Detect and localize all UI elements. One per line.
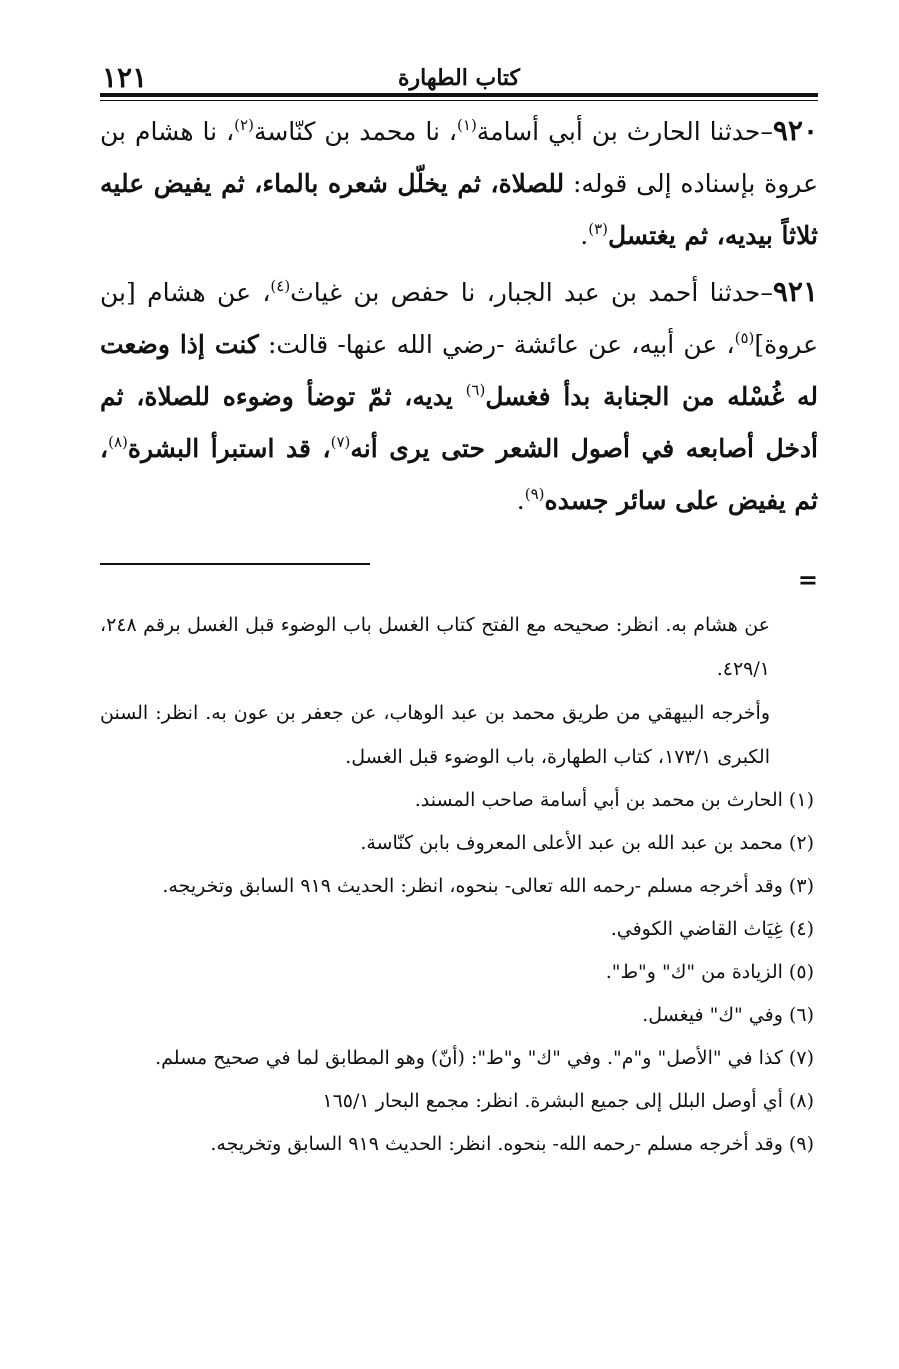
hadith-921 <box>100 266 818 527</box>
footnote-1: (١) الحارث بن محمد بن أبي أسامة صاحب المسند. <box>414 789 814 811</box>
isnad-text: حدثنا أحمد بن عبد الجبار، نا حفص بن غياث <box>290 278 761 307</box>
footnote-separator <box>100 563 370 565</box>
footnote-6: (٦) وفي "ك" فيغسل. <box>642 1004 814 1026</box>
footnote-9: (٩) وقد أخرجه مسلم -رحمه الله- بنحوه. انظر: الحديث ٩١٩ السابق وتخريجه. <box>210 1133 814 1155</box>
page-header <box>100 55 818 94</box>
running-title: كتاب الطهارة <box>397 65 521 91</box>
footnote-ref: (٧) <box>330 433 351 451</box>
footnote-ref: (٥) <box>734 329 755 347</box>
header-rule-thick <box>100 93 818 97</box>
hadith-dash: – <box>760 117 773 146</box>
footnote-ref: (٩) <box>524 485 545 503</box>
matn-text: ، ثم يفيض على سائر جسده <box>100 434 818 515</box>
book-page <box>100 55 818 1166</box>
footnote-ref: (٦) <box>465 381 486 399</box>
hadith-number: ٩٢١ <box>772 275 818 308</box>
matn-text: للصلاة، ثم يخلّل شعره بالماء، ثم يفيض عليه ثلاثاً بيديه، ثم يغتسل <box>100 169 818 250</box>
footnote-continued-paragraph: وأخرجه البيهقي من طريق محمد بن عبد الوهاب، عن جعفر بن عون به. انظر: السنن الكبرى ١٧٣/١، كتاب الطهارة، باب الوضوء قبل الغسل. <box>100 702 770 768</box>
footnote-4: (٤) غِيَاث القاضي الكوفي. <box>610 918 814 940</box>
matn-text: كنت إذا وضعت له غُسْله من الجنابة بدأ فغسل <box>100 330 819 411</box>
isnad-text: ، نا محمد بن كنّاسة <box>253 117 458 146</box>
hadith-end: . <box>516 486 525 515</box>
hadith-920 <box>100 105 818 262</box>
footnote-continuation-mark: = <box>797 565 818 594</box>
footnote-8: (٨) أي أوصل البلل إلى جميع البشرة. انظر: مجمع البحار ١٦٥/١ <box>322 1090 814 1112</box>
footnote-ref: (٨) <box>108 433 128 451</box>
footnote-3: (٣) وقد أخرجه مسلم -رحمه الله تعالى- بنحوه، انظر: الحديث ٩١٩ السابق وتخريجه. <box>162 875 814 897</box>
hadith-number: ٩٢٠ <box>772 114 818 147</box>
isnad-text: ، عن أبيه، عن عائشة -رضي الله عنها- قالت: <box>258 330 735 359</box>
hadith-dash: – <box>760 278 773 307</box>
matn-text: ، قد استبرأ البشرة <box>127 434 331 463</box>
footnote-5: (٥) الزيادة من "ك" و"ط". <box>605 961 814 983</box>
isnad-text: حدثنا الحارث بن أبي أسامة <box>476 117 761 146</box>
footnote-ref: (٢) <box>234 116 254 134</box>
footnote-2: (٢) محمد بن عبد الله بن عبد الأعلى المعروف بابن كنّاسة. <box>360 832 814 854</box>
header-rule-thin <box>100 100 818 101</box>
footnote-7: (٧) كذا في "الأصل" و"م". وفي "ك" و"ط": (أنّ) وهو المطابق لما في صحيح مسلم. <box>155 1047 814 1069</box>
footnotes <box>100 603 818 1166</box>
footnote-continued-paragraph: عن هشام به. انظر: صحيحه مع الفتح كتاب الغسل باب الوضوء قبل الغسل برقم ٢٤٨، ٤٢٩/١. <box>100 614 770 680</box>
footnote-ref: (٤) <box>270 277 291 295</box>
isnad-text: ، عن هشام [بن عروة] <box>100 278 818 359</box>
isnad-text: ، نا هشام بن عروة بإسناده إلى قوله: <box>100 117 818 198</box>
footnote-ref: (١) <box>457 116 477 134</box>
hadith-end: . <box>580 221 589 250</box>
matn-text: يديه، ثمّ توضأ وضوءه للصلاة، ثم أدخل أصابعه في أصول الشعر حتى يرى أنه <box>100 382 818 463</box>
page-number: ١٢١ <box>102 61 148 94</box>
footnote-ref: (٣) <box>588 220 608 238</box>
